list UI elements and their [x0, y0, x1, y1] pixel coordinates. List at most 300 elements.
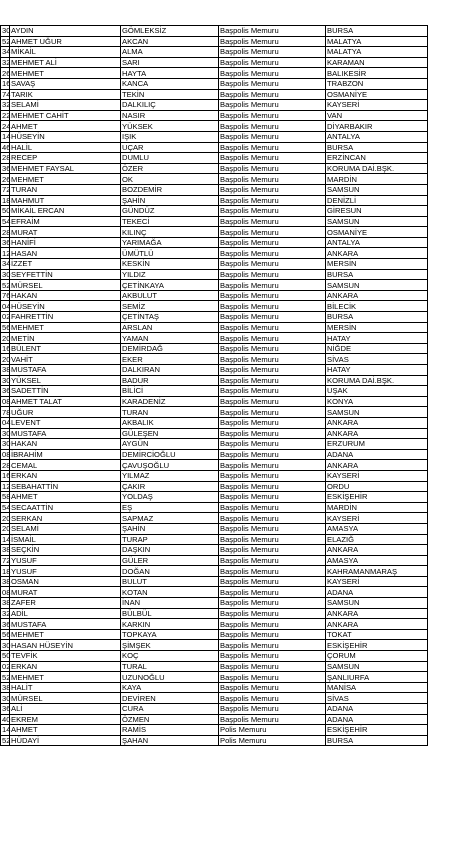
- table-row: [1, 248, 428, 259]
- first-name-cell: SEÇKİN: [10, 545, 121, 556]
- city-cell: SAMSUN: [326, 184, 428, 195]
- first-name-cell: TEVFİK: [10, 651, 121, 662]
- rank-cell: Başpolis Memuru: [219, 312, 326, 323]
- table-row: [1, 735, 428, 746]
- surname-cell: TURAL: [121, 661, 219, 672]
- city-cell: ANKARA: [326, 619, 428, 630]
- city-cell: ESKİŞEHİR: [326, 725, 428, 736]
- rank-cell: Başpolis Memuru: [219, 566, 326, 577]
- row-number-cell: 26: [2, 174, 11, 184]
- rank-cell: Başpolis Memuru: [219, 100, 326, 111]
- city-cell: AMASYA: [326, 523, 428, 534]
- row-number-cell: 20: [2, 354, 11, 364]
- rank-cell: Başpolis Memuru: [219, 704, 326, 715]
- rank-cell: Başpolis Memuru: [219, 682, 326, 693]
- table-row: [1, 407, 428, 418]
- table-row: [1, 47, 428, 58]
- row-number-cell: 38: [2, 598, 11, 608]
- first-name-cell: HANİFİ: [10, 237, 121, 248]
- rank-cell: Başpolis Memuru: [219, 343, 326, 354]
- rank-cell: Başpolis Memuru: [219, 36, 326, 47]
- table-row: [1, 375, 428, 386]
- city-cell: BURSA: [326, 142, 428, 153]
- table-row: [1, 237, 428, 248]
- rank-cell: Başpolis Memuru: [219, 153, 326, 164]
- first-name-cell: ERKAN: [10, 470, 121, 481]
- rank-cell: Başpolis Memuru: [219, 449, 326, 460]
- surname-cell: SARI: [121, 57, 219, 68]
- row-number-cell: 52: [2, 280, 11, 290]
- rank-cell: Başpolis Memuru: [219, 513, 326, 524]
- first-name-cell: HÜSEYİN: [10, 131, 121, 142]
- row-number-cell: 32: [2, 100, 11, 110]
- rank-cell: Başpolis Memuru: [219, 47, 326, 58]
- rank-cell: Başpolis Memuru: [219, 248, 326, 259]
- surname-cell: YOLDAŞ: [121, 492, 219, 503]
- row-number-cell: 04: [2, 418, 11, 428]
- first-name-cell: EFRAİM: [10, 216, 121, 227]
- table-row: [1, 725, 428, 736]
- row-number-cell: 54: [2, 503, 11, 513]
- row-number-cell: 50: [2, 651, 11, 661]
- table-row: [1, 682, 428, 693]
- surname-cell: EKER: [121, 354, 219, 365]
- rank-cell: Başpolis Memuru: [219, 386, 326, 397]
- row-number-cell: 32: [2, 608, 11, 618]
- first-name-cell: MEHMET ALİ: [10, 57, 121, 68]
- surname-cell: ÇETİNTAŞ: [121, 312, 219, 323]
- city-cell: ERZİNCAN: [326, 153, 428, 164]
- first-name-cell: AYDIN: [10, 26, 121, 37]
- rank-cell: Başpolis Memuru: [219, 57, 326, 68]
- surname-cell: DALKIRAN: [121, 365, 219, 376]
- rank-cell: Başpolis Memuru: [219, 301, 326, 312]
- rank-cell: Başpolis Memuru: [219, 333, 326, 344]
- rank-cell: Başpolis Memuru: [219, 322, 326, 333]
- first-name-cell: MURAT: [10, 227, 121, 238]
- city-cell: KORUMA DAİ.BŞK.: [326, 375, 428, 386]
- row-number-cell: 36: [2, 164, 11, 174]
- city-cell: KAHRAMANMARAŞ: [326, 566, 428, 577]
- rank-cell: Başpolis Memuru: [219, 417, 326, 428]
- city-cell: UŞAK: [326, 386, 428, 397]
- surname-cell: KAYA: [121, 682, 219, 693]
- first-name-cell: HAKAN: [10, 290, 121, 301]
- table-row: [1, 333, 428, 344]
- surname-cell: KOÇ: [121, 651, 219, 662]
- row-number-cell: 16: [2, 471, 11, 481]
- first-name-cell: EKREM: [10, 714, 121, 725]
- first-name-cell: MURAT: [10, 587, 121, 598]
- rank-cell: Başpolis Memuru: [219, 290, 326, 301]
- first-name-cell: YUSUF: [10, 555, 121, 566]
- city-cell: HATAY: [326, 365, 428, 376]
- table-row: [1, 714, 428, 725]
- table-row: [1, 131, 428, 142]
- first-name-cell: TARIK: [10, 89, 121, 100]
- rank-cell: Başpolis Memuru: [219, 534, 326, 545]
- first-name-cell: SELAMİ: [10, 100, 121, 111]
- city-cell: NİĞDE: [326, 343, 428, 354]
- surname-cell: İNAN: [121, 598, 219, 609]
- surname-cell: KANCA: [121, 78, 219, 89]
- row-number-cell: 36: [2, 386, 11, 396]
- rank-cell: Polis Memuru: [219, 735, 326, 746]
- table-row: [1, 661, 428, 672]
- rank-cell: Başpolis Memuru: [219, 68, 326, 79]
- first-name-cell: LEVENT: [10, 417, 121, 428]
- surname-cell: ÖZMEN: [121, 714, 219, 725]
- city-cell: ESKİŞEHİR: [326, 492, 428, 503]
- first-name-cell: MEHMET: [10, 672, 121, 683]
- rank-cell: Başpolis Memuru: [219, 269, 326, 280]
- row-number-cell: 20: [2, 513, 11, 523]
- table-row: [1, 227, 428, 238]
- first-name-cell: İBRAHİM: [10, 449, 121, 460]
- city-cell: AMASYA: [326, 555, 428, 566]
- first-name-cell: ZAFER: [10, 598, 121, 609]
- surname-cell: GÜNDÜZ: [121, 206, 219, 217]
- table-row: [1, 566, 428, 577]
- row-number-cell: 14: [2, 132, 11, 142]
- table-row: [1, 693, 428, 704]
- surname-cell: TEKİN: [121, 89, 219, 100]
- first-name-cell: MEHMET: [10, 629, 121, 640]
- surname-cell: SAPMAZ: [121, 513, 219, 524]
- surname-cell: BÜLBÜL: [121, 608, 219, 619]
- row-number-cell: 46: [2, 142, 11, 152]
- surname-cell: ŞAHİN: [121, 195, 219, 206]
- city-cell: ANKARA: [326, 428, 428, 439]
- surname-cell: TOPKAYA: [121, 629, 219, 640]
- city-cell: MERSİN: [326, 259, 428, 270]
- city-cell: BURSA: [326, 26, 428, 37]
- table-row: [1, 608, 428, 619]
- surname-cell: YILMAZ: [121, 470, 219, 481]
- row-number-cell: 16: [2, 344, 11, 354]
- rank-cell: Başpolis Memuru: [219, 375, 326, 386]
- row-number-cell: 08: [2, 397, 11, 407]
- surname-cell: GÜLER: [121, 555, 219, 566]
- rank-cell: Başpolis Memuru: [219, 672, 326, 683]
- table-row: [1, 523, 428, 534]
- rank-cell: Başpolis Memuru: [219, 693, 326, 704]
- surname-cell: NASIR: [121, 110, 219, 121]
- table-row: [1, 322, 428, 333]
- surname-cell: ÇAVUŞOĞLU: [121, 460, 219, 471]
- table-row: [1, 206, 428, 217]
- surname-cell: KOTAN: [121, 587, 219, 598]
- first-name-cell: SAVAŞ: [10, 78, 121, 89]
- surname-cell: TEKECİ: [121, 216, 219, 227]
- city-cell: MERSİN: [326, 322, 428, 333]
- city-cell: MANİSA: [326, 682, 428, 693]
- row-number-cell: 08: [2, 450, 11, 460]
- table-row: [1, 195, 428, 206]
- row-number-cell: 28: [2, 460, 11, 470]
- table-row: [1, 78, 428, 89]
- surname-cell: TURAP: [121, 534, 219, 545]
- row-number-cell: 30: [2, 269, 11, 279]
- city-cell: ANKARA: [326, 460, 428, 471]
- table-row: [1, 57, 428, 68]
- rank-cell: Başpolis Memuru: [219, 259, 326, 270]
- surname-cell: BADUR: [121, 375, 219, 386]
- first-name-cell: YÜKSEL: [10, 375, 121, 386]
- first-name-cell: HALİT: [10, 682, 121, 693]
- city-cell: MALATYA: [326, 36, 428, 47]
- first-name-cell: MEHMET: [10, 174, 121, 185]
- first-name-cell: HALİL: [10, 142, 121, 153]
- surname-cell: DEVİREN: [121, 693, 219, 704]
- table-row: [1, 386, 428, 397]
- first-name-cell: İZZET: [10, 259, 121, 270]
- table-row: [1, 312, 428, 323]
- table-row: [1, 470, 428, 481]
- city-cell: ANKARA: [326, 608, 428, 619]
- rank-cell: Başpolis Memuru: [219, 131, 326, 142]
- city-cell: TOKAT: [326, 629, 428, 640]
- rank-cell: Başpolis Memuru: [219, 354, 326, 365]
- row-number-cell: 20: [2, 333, 11, 343]
- row-number-cell: 36: [2, 238, 11, 248]
- first-name-cell: AHMET: [10, 725, 121, 736]
- row-number-cell: 30: [2, 439, 11, 449]
- row-number-cell: 38: [2, 365, 11, 375]
- rank-cell: Başpolis Memuru: [219, 492, 326, 503]
- surname-cell: DOĞAN: [121, 566, 219, 577]
- table-row: [1, 36, 428, 47]
- surname-cell: AKBALIK: [121, 417, 219, 428]
- first-name-cell: ALİ: [10, 704, 121, 715]
- surname-cell: BOZDEMİR: [121, 184, 219, 195]
- first-name-cell: FAHRETTİN: [10, 312, 121, 323]
- row-number-cell: 52: [2, 672, 11, 682]
- rank-cell: Başpolis Memuru: [219, 396, 326, 407]
- surname-cell: DEMİRCİOĞLU: [121, 449, 219, 460]
- row-number-cell: 74: [2, 89, 11, 99]
- row-number-cell: 12: [2, 248, 11, 258]
- surname-cell: KESKİN: [121, 259, 219, 270]
- table-row: [1, 354, 428, 365]
- rank-cell: Başpolis Memuru: [219, 237, 326, 248]
- city-cell: ERZURUM: [326, 439, 428, 450]
- rank-cell: Başpolis Memuru: [219, 502, 326, 513]
- rank-cell: Başpolis Memuru: [219, 439, 326, 450]
- row-number-cell: 56: [2, 630, 11, 640]
- surname-cell: BİLİCİ: [121, 386, 219, 397]
- rank-cell: Başpolis Memuru: [219, 206, 326, 217]
- city-cell: SAMSUN: [326, 280, 428, 291]
- first-name-cell: AHMET: [10, 492, 121, 503]
- city-cell: BURSA: [326, 269, 428, 280]
- rank-cell: Başpolis Memuru: [219, 121, 326, 132]
- table-row: [1, 672, 428, 683]
- table-row: [1, 290, 428, 301]
- city-cell: SAMSUN: [326, 407, 428, 418]
- table-row: [1, 269, 428, 280]
- table-row: [1, 545, 428, 556]
- city-cell: OSMANİYE: [326, 89, 428, 100]
- table-row: [1, 576, 428, 587]
- table-row: [1, 142, 428, 153]
- surname-cell: ÇAKIR: [121, 481, 219, 492]
- first-name-cell: SERKAN: [10, 513, 121, 524]
- table-row: [1, 460, 428, 471]
- row-number-cell: 76: [2, 291, 11, 301]
- first-name-cell: MAHMUT: [10, 195, 121, 206]
- first-name-cell: AHMET UĞUR: [10, 36, 121, 47]
- surname-cell: ARSLAN: [121, 322, 219, 333]
- city-cell: KONYA: [326, 396, 428, 407]
- first-name-cell: TURAN: [10, 184, 121, 195]
- table-row: [1, 174, 428, 185]
- personnel-table-container: [0, 25, 427, 746]
- table-row: [1, 280, 428, 291]
- row-number-cell: 24: [2, 121, 11, 131]
- first-name-cell: MEHMET FAYSAL: [10, 163, 121, 174]
- first-name-cell: ERKAN: [10, 661, 121, 672]
- table-row: [1, 481, 428, 492]
- city-cell: ÇORUM: [326, 651, 428, 662]
- city-cell: MARDİN: [326, 502, 428, 513]
- surname-cell: UZUNOĞLU: [121, 672, 219, 683]
- table-row: [1, 259, 428, 270]
- row-number-cell: 14: [2, 534, 11, 544]
- table-row: [1, 417, 428, 428]
- row-number-cell: 30: [2, 26, 11, 36]
- surname-cell: AKBULUT: [121, 290, 219, 301]
- city-cell: BİLECİK: [326, 301, 428, 312]
- table-row: [1, 534, 428, 545]
- first-name-cell: MİKAİL: [10, 47, 121, 58]
- rank-cell: Başpolis Memuru: [219, 227, 326, 238]
- city-cell: DİYARBAKIR: [326, 121, 428, 132]
- surname-cell: DEMİRDAĞ: [121, 343, 219, 354]
- table-row: [1, 629, 428, 640]
- surname-cell: RAMİS: [121, 725, 219, 736]
- rank-cell: Başpolis Memuru: [219, 174, 326, 185]
- row-number-cell: 32: [2, 58, 11, 68]
- row-number-cell: 14: [2, 725, 11, 735]
- first-name-cell: RECEP: [10, 153, 121, 164]
- city-cell: ADANA: [326, 587, 428, 598]
- first-name-cell: SEBAHATTİN: [10, 481, 121, 492]
- city-cell: SAMSUN: [326, 598, 428, 609]
- rank-cell: Başpolis Memuru: [219, 714, 326, 725]
- rank-cell: Başpolis Memuru: [219, 407, 326, 418]
- first-name-cell: MÜRSEL: [10, 280, 121, 291]
- row-number-cell: 28: [2, 227, 11, 237]
- row-number-cell: 30: [2, 640, 11, 650]
- row-number-cell: 72: [2, 555, 11, 565]
- city-cell: ANKARA: [326, 248, 428, 259]
- city-cell: GİRESUN: [326, 206, 428, 217]
- first-name-cell: OSMAN: [10, 576, 121, 587]
- surname-cell: AYGÜN: [121, 439, 219, 450]
- first-name-cell: MEHMET CAHİT: [10, 110, 121, 121]
- first-name-cell: MUSTAFA: [10, 428, 121, 439]
- surname-cell: HAYTA: [121, 68, 219, 79]
- surname-cell: YILDIZ: [121, 269, 219, 280]
- surname-cell: DUMLU: [121, 153, 219, 164]
- table-row: [1, 598, 428, 609]
- row-number-cell: 40: [2, 714, 11, 724]
- surname-cell: ŞİMŞEK: [121, 640, 219, 651]
- surname-cell: UÇAR: [121, 142, 219, 153]
- surname-cell: SEMİZ: [121, 301, 219, 312]
- city-cell: SAMSUN: [326, 661, 428, 672]
- first-name-cell: MEHMET: [10, 68, 121, 79]
- row-number-cell: 16: [2, 79, 11, 89]
- first-name-cell: YUSUF: [10, 566, 121, 577]
- city-cell: HATAY: [326, 333, 428, 344]
- table-row: [1, 502, 428, 513]
- row-number-cell: 78: [2, 407, 11, 417]
- surname-cell: EŞ: [121, 502, 219, 513]
- surname-cell: ÜMÜTLÜ: [121, 248, 219, 259]
- row-number-cell: 18: [2, 566, 11, 576]
- row-number-cell: 38: [2, 577, 11, 587]
- table-row: [1, 492, 428, 503]
- table-row: [1, 301, 428, 312]
- table-row: [1, 184, 428, 195]
- row-number-cell: 50: [2, 206, 11, 216]
- first-name-cell: HÜSEYİN: [10, 301, 121, 312]
- surname-cell: GÖMLEKSİZ: [121, 26, 219, 37]
- surname-cell: ŞAHAN: [121, 735, 219, 746]
- first-name-cell: AHMET TALAT: [10, 396, 121, 407]
- city-cell: MALATYA: [326, 47, 428, 58]
- city-cell: BURSA: [326, 735, 428, 746]
- surname-cell: KARKIN: [121, 619, 219, 630]
- row-number-cell: 38: [2, 683, 11, 693]
- table-row: [1, 89, 428, 100]
- surname-cell: YÜKSEK: [121, 121, 219, 132]
- surname-cell: GÜLEŞEN: [121, 428, 219, 439]
- city-cell: SİVAS: [326, 354, 428, 365]
- first-name-cell: HASAN HÜSEYİN: [10, 640, 121, 651]
- surname-cell: YARIMAĞA: [121, 237, 219, 248]
- rank-cell: Başpolis Memuru: [219, 523, 326, 534]
- rank-cell: Başpolis Memuru: [219, 470, 326, 481]
- city-cell: ANKARA: [326, 290, 428, 301]
- table-row: [1, 555, 428, 566]
- table-row: [1, 439, 428, 450]
- first-name-cell: UĞUR: [10, 407, 121, 418]
- rank-cell: Başpolis Memuru: [219, 365, 326, 376]
- first-name-cell: HAKAN: [10, 439, 121, 450]
- table-body: [1, 26, 428, 746]
- rank-cell: Başpolis Memuru: [219, 78, 326, 89]
- table-row: [1, 343, 428, 354]
- table-row: [1, 704, 428, 715]
- rank-cell: Başpolis Memuru: [219, 195, 326, 206]
- row-number-cell: 34: [2, 47, 11, 57]
- surname-cell: OK: [121, 174, 219, 185]
- table-row: [1, 68, 428, 79]
- row-number-cell: 26: [2, 68, 11, 78]
- surname-cell: BULUT: [121, 576, 219, 587]
- city-cell: KARAMAN: [326, 57, 428, 68]
- first-name-cell: MÜRSEL: [10, 693, 121, 704]
- city-cell: ADANA: [326, 714, 428, 725]
- rank-cell: Başpolis Memuru: [219, 89, 326, 100]
- first-name-cell: MİKAİL ERCAN: [10, 206, 121, 217]
- city-cell: ANKARA: [326, 417, 428, 428]
- rank-cell: Başpolis Memuru: [219, 661, 326, 672]
- surname-cell: IŞIK: [121, 131, 219, 142]
